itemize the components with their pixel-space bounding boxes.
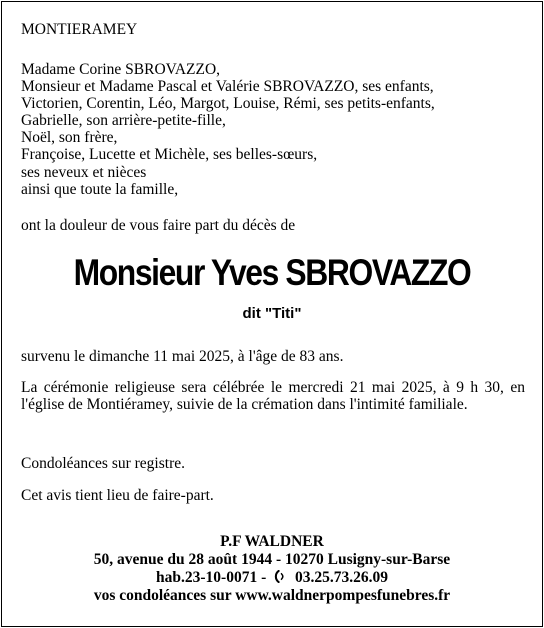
deceased-name: Monsieur Yves SBROVAZZO (73, 252, 471, 293)
family-line: Noël, son frère, (21, 129, 118, 147)
ceremony-text: La cérémonie religieuse sera célébrée le mercredi 21 mai 2025, à 9 h 30, en l'église de Montiéramey, suivie de la crémation dans l'intimité familiale. (21, 379, 525, 414)
death-info: survenu le dimanche 11 mai 2025, à l'âge de 83 ans. (21, 348, 344, 365)
town-heading: MONTIERAMEY (21, 21, 138, 38)
ceremony-block (21, 379, 525, 413)
phone-number: 03.25.73.26.09 (294, 569, 388, 586)
family-line: ainsi que toute la famille, (21, 180, 179, 198)
company-name: P.F WALDNER (220, 533, 324, 550)
notice-note: Cet avis tient lieu de faire-part. (21, 487, 214, 504)
family-line: Madame Corine SBROVAZZO, (21, 61, 221, 78)
condolences-note: Condoléances sur registre. (21, 455, 185, 472)
announcement-text: ont la douleur de vous faire part du décès de (21, 217, 296, 234)
website-line: vos condoléances sur www.waldnerpompesfunebres.fr (93, 587, 451, 604)
funeral-home-footer (0, 533, 544, 605)
family-list (21, 61, 525, 198)
family-line: Monsieur et Madame Pascal et Valérie SBROVAZZO, ses enfants, (21, 78, 434, 96)
contact-line (0, 569, 544, 587)
deceased-nickname: dit "Titi" (242, 305, 302, 322)
family-line: Gabrielle, son arrière-petite-fille, (21, 112, 226, 130)
phone-icon (274, 570, 287, 583)
habilitation-number: hab.23-10-0071 - (156, 569, 267, 586)
company-address: 50, avenue du 28 août 1944 - 10270 Lusigny-sur-Barse (93, 551, 451, 568)
family-line: Françoise, Lucette et Michèle, ses belles-sœurs, (21, 146, 318, 164)
family-line: Victorien, Corentin, Léo, Margot, Louise, Rémi, ses petits-enfants, (21, 95, 435, 113)
family-line: ses neveux et nièces (21, 163, 147, 181)
